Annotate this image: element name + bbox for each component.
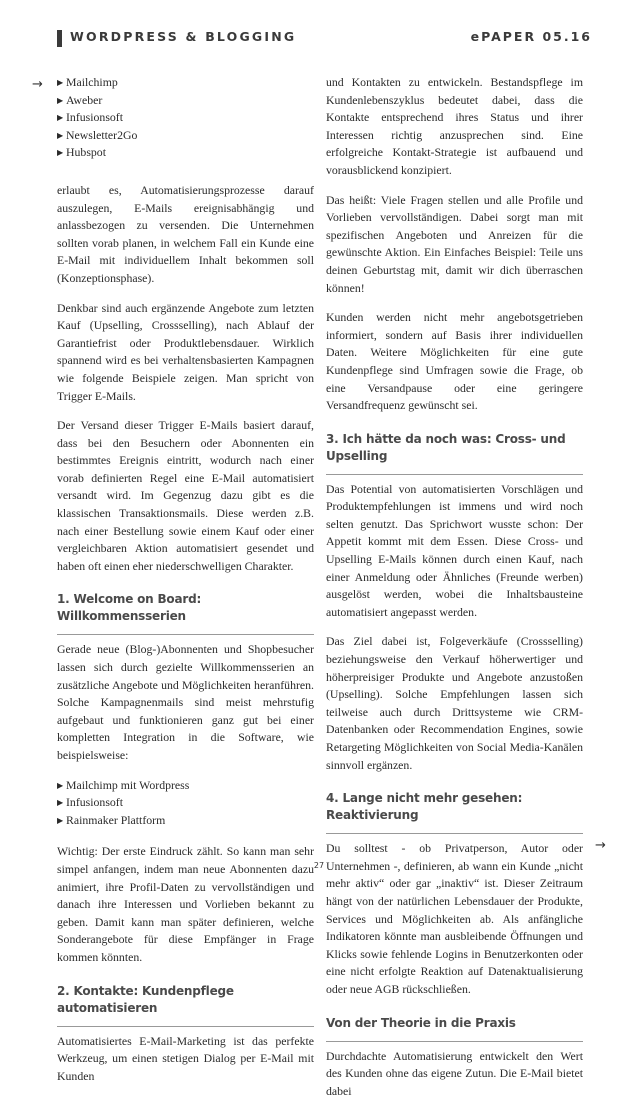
section-divider: [57, 1026, 314, 1027]
section-heading: 1. Welcome on Board: Willkommensserien: [57, 592, 202, 624]
header-issue-label: ePAPER 05.16: [470, 29, 592, 44]
tool-list: [57, 74, 314, 162]
section-divider: [326, 833, 583, 834]
body-paragraph: Wichtig: Der erste Eindruck zählt. So kann man sehr simpel anfangen, indem man neue Abonnenten dazu animiert, ihre Profil-Daten zu vervollständigen und danach ihre Interessen und Vorlieben bekannt zu geben. Damit kann man später definieren, welche Sonderangebote für diese Empfänger in Frage kommen könnten.: [57, 844, 314, 964]
continue-to-arrow-icon: →: [595, 838, 606, 853]
header-section-title: WORDPRESS & BLOGGING: [70, 29, 297, 44]
body-paragraph: Das heißt: Viele Fragen stellen und alle Profile und Vorlieben vervollständigen. Dabei sorgt man mit spezifischen Angeboten und Anreizen für die gewünschte Aktion. Ein Einfaches Beispiel: Teile uns deinen Geburtstag mit, damit wir dich überraschen können!: [326, 192, 583, 295]
list-item: ▶ Mailchimp mit Wordpress: [57, 777, 314, 795]
triangle-bullet-icon: ▶: [57, 95, 64, 105]
triangle-bullet-icon: ▶: [57, 130, 64, 140]
body-paragraph: Gerade neue (Blog-)Abonnenten und Shopbesucher lassen sich durch gezielte Willkommensserien an zusätzliche Angebote und Möglichkeiten heranführen. Solche Kampagnenmails sind meist mehrstufig aufgebaut und funktionieren ganz gut bei einer kompletten Integration in die Software, wie beispielsweise:: [57, 642, 314, 762]
triangle-bullet-icon: ▶: [57, 113, 64, 123]
page-number: 27: [313, 861, 325, 870]
section-heading: 2. Kontakte: Kundenpflege automatisieren: [57, 983, 234, 1015]
body-paragraph: erlaubt es, Automatisierungsprozesse darauf auszulegen, E-Mails ereignisabhängig und anlassbezogen zu versenden. Die Unternehmen sollten vorab planen, in welchem Fall ein Kunde eine E-Mail mit individuellem Inhalt bekommen soll (Konzeptionsphase).: [57, 182, 314, 285]
section-divider: [326, 1041, 583, 1042]
triangle-bullet-icon: ▶: [57, 798, 64, 808]
section-divider: [326, 474, 583, 475]
body-paragraph: Kunden werden nicht mehr angebotsgetrieben informiert, sondern auf Basis ihrer individuellen Daten. Weitere Möglichkeiten für eine gute Kundenpflege sind Umfragen sowie die Frage, ob eine Versandpause oder eine geringere Versandfrequenz gewünscht sei.: [326, 310, 583, 413]
continue-from-arrow-icon: →: [32, 77, 43, 92]
software-list: [57, 777, 314, 830]
list-item: ▶ Newsletter2Go: [57, 127, 314, 145]
right-column: [326, 74, 583, 1112]
section-heading: Von der Theorie in die Praxis: [326, 1015, 516, 1030]
triangle-bullet-icon: ▶: [57, 780, 64, 790]
triangle-bullet-icon: ▶: [57, 815, 64, 825]
body-paragraph: Der Versand dieser Trigger E-Mails basiert darauf, dass bei den Besuchern oder Abonnenten ein bestimmtes Ereignis eintritt, wodurch nach einer vorab definierten Regel eine E-Mail automatisiert versandt wird. Im Gegenzug dazu gibt es die klassischen Transaktionsmails. Diese werden z.B. nach einer Bestellung sowie einem Kauf oder einer vergleichbaren Aktion automatisiert gesendet und haben oft einen eher niederschwelligen Charakter.: [57, 418, 314, 573]
body-paragraph: Durchdachte Automatisierung entwickelt den Wert des Kunden ohne das eigene Zutun. Die E-Mail bietet dabei: [326, 1048, 583, 1098]
body-paragraph: Das Ziel dabei ist, Folgeverkäufe (Crossselling) beziehungsweise den Verkauf höherwertiger und höherpreisiger Produkte und Angebote anzustoßen (Upselling). Solche Empfehlungen lassen sich teilweise auch durch Drittsysteme wie CRM-Datenbanken oder Recommendation Engines, sowie Retargeting Möglichkeiten von Social Media-Kanälen sinnvoll ergänzen.: [326, 634, 583, 772]
section-heading: 4. Lange nicht mehr gesehen: Reaktivierung: [326, 791, 523, 823]
list-item: ▶ Infusionsoft: [57, 109, 314, 127]
header-bar-marker: [57, 30, 62, 47]
section-divider: [57, 634, 314, 635]
list-item: ▶ Hubspot: [57, 144, 314, 162]
list-item: ▶ Mailchimp: [57, 74, 314, 92]
list-item: ▶ Aweber: [57, 92, 314, 110]
list-item: ▶ Rainmaker Plattform: [57, 812, 314, 830]
body-paragraph: Automatisiertes E-Mail-Marketing ist das perfekte Werkzeug, um einen stetigen Dialog per E-Mail mit Kunden: [57, 1033, 314, 1083]
body-paragraph: Denkbar sind auch ergänzende Angebote zum letzten Kauf (Upselling, Crossselling), nach Ablauf der Garantiefrist oder Produktlebensdauer. Wirklich spannend wird es bei verhaltensbasierten Kampagnen wie folgende Beispiele zeigen. Man spricht von Trigger E-Mails.: [57, 300, 314, 403]
left-column: [57, 74, 314, 1097]
body-paragraph: und Kontakten zu entwickeln. Bestandspflege im Kundenlebenszyklus bedeutet dabei, dass die Kontakte entsprechend ihres Status und ihrer Interessen richtig anzusprechen sind. Eine erfolgreiche Kontakt-Strategie ist aufbauend und vorausblickend konzipiert.: [326, 75, 583, 177]
body-paragraph: Das Potential von automatisierten Vorschlägen und Produktempfehlungen ist immens und wird noch selten genutzt. Das Sprichwort wusste schon: Der Appetit kommt mit dem Essen. Diese Cross- und Upselling E-Mails können durch einen Kauf, nach einer Anmeldung oder Ähnliches (Freunde werben) ausgelöst werden, wobei die Inhaltsbausteine automatisiert angepasst werden.: [326, 481, 583, 619]
section-heading: 3. Ich hätte da noch was: Cross- und Upselling: [326, 431, 566, 463]
triangle-bullet-icon: ▶: [57, 148, 64, 158]
list-item: ▶ Infusionsoft: [57, 794, 314, 812]
triangle-bullet-icon: ▶: [57, 78, 64, 87]
body-paragraph: Du solltest - ob Privatperson, Autor oder Unternehmen -, definieren, ab wann ein Kunde „nicht mehr aktiv“ oder gar „inaktiv“ ist. Dieser Zeitraum hängt von der natürlichen Lebensdauer der Produkte, Services und Möglichkeiten ab. Als anfängliche Indikatoren könnte man ausbleibende Öffnungen und Klicks sowie fehlende Logins in Benutzerkonten oder eine nicht erfolgte Reaktion auf Datenaktualisierung oder neue AGB rückschließen.: [326, 841, 583, 996]
